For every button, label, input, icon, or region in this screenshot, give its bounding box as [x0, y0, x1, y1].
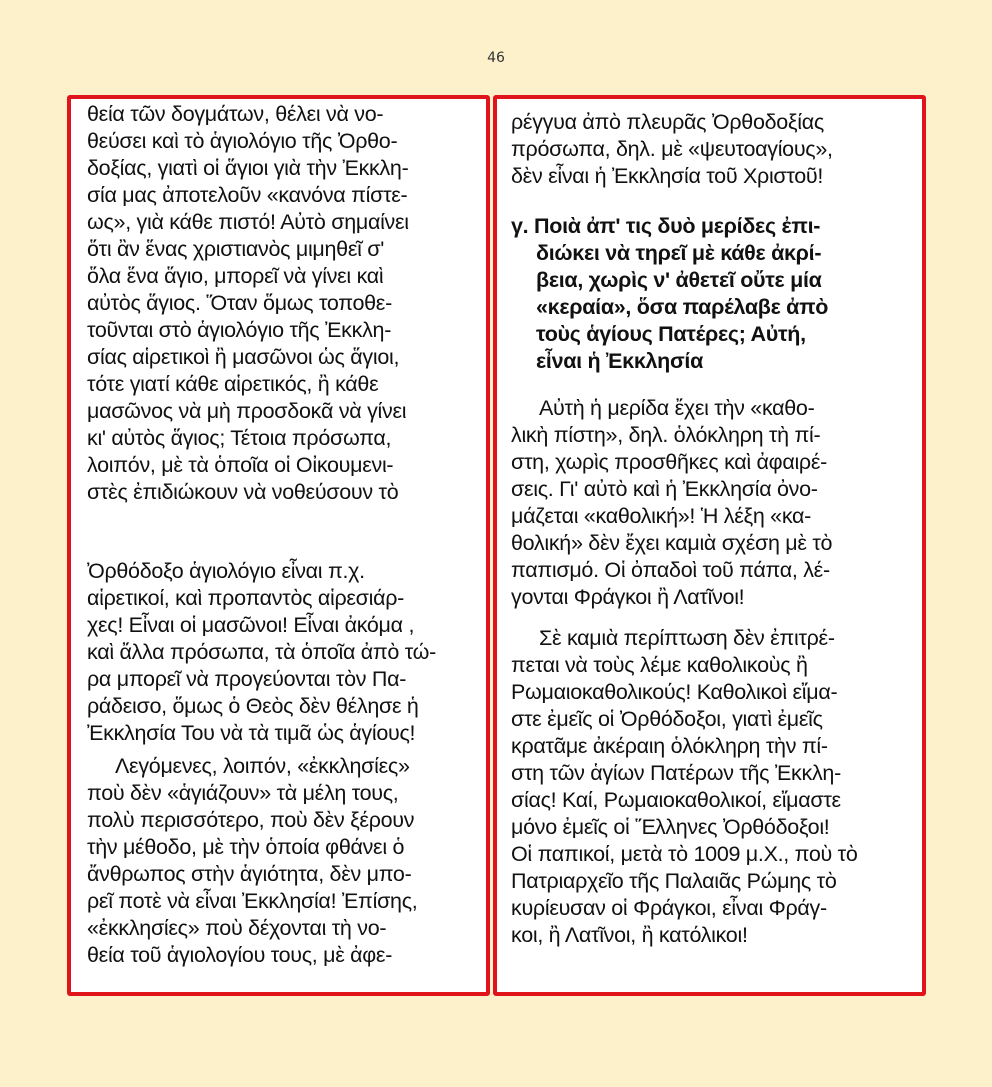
heading-line: βεια, χωρὶς ν' ἀθετεῖ οὔτε μία: [536, 268, 822, 292]
heading-line: γ. Ποιὰ ἀπ' τις δυὸ μερίδες ἐπι-: [511, 214, 821, 238]
text-line: στὲς ἐπιδιώκουν νὰ νοθεύσουν τὸ: [87, 480, 399, 504]
text-line: χες! Εἶναι οἱ μασῶνοι! Εἶναι ἀκόμα ,: [87, 613, 415, 637]
text-line: καὶ ἄλλα πρόσωπα, τὰ ὁποῖα ἀπὸ τώ-: [87, 640, 437, 664]
text-line: σίας! Καί, Ρωμαιοκαθολικοί, εἴμαστε: [511, 788, 841, 812]
text-line: σεις. Γι' αὐτὸ καὶ ἡ Ἐκκλησία ὀνο-: [511, 477, 818, 501]
heading-line: τοὺς ἁγίους Πατέρες; Αὐτή,: [536, 322, 806, 346]
text-line: δοξίας, γιατὶ οἱ ἅγιοι γιὰ τὴν Ἐκκλη-: [87, 156, 409, 180]
text-line: κι' αὐτὸς ἅγιος; Τέτοια πρόσωπα,: [87, 426, 392, 450]
text-line: μόνο ἐμεῖς οἱ Ἕλληνες Ὀρθόδοξοι!: [511, 815, 830, 839]
paragraph: [511, 395, 910, 611]
text-line: τοῦνται στὸ ἁγιολόγιο τῆς Ἐκκλη-: [87, 318, 392, 342]
text-line: ρεῖ ποτὲ νὰ εἶναι Ἐκκλησία! Ἐπίσης,: [87, 889, 418, 913]
heading-line: εἶναι ἡ Ἐκκλησία: [536, 349, 704, 373]
text-line: Ἐκκλησία Του νὰ τὰ τιμᾶ ὡς ἁγίους!: [87, 721, 416, 745]
heading-line: διώκει νὰ τηρεῖ μὲ κάθε ἀκρί-: [536, 241, 822, 265]
text-line: σία μας ἀποτελοῦν «κανόνα πίστε-: [87, 183, 408, 207]
text-line: τὴν μέθοδο, μὲ τὴν ὁποία φθάνει ὁ: [87, 835, 405, 859]
text-line: λοιπόν, μὲ τὰ ὁποῖα οἱ Οἰκουμενι-: [87, 453, 394, 477]
text-line: στη, χωρὶς προσθῆκες καὶ ἀφαιρέ-: [511, 450, 827, 474]
text-line: λικὴ πίστη», δηλ. ὁλόκληρη τὴ πί-: [511, 423, 821, 447]
text-line: πολὺ περισσότερο, ποὺ δὲν ξέρουν: [87, 808, 415, 832]
text-line: παπισμό. Οἱ ὀπαδοὶ τοῦ πάπα, λέ-: [511, 558, 830, 582]
text-line: δὲν εἶναι ἡ Ἐκκλησία τοῦ Χριστοῦ!: [511, 164, 824, 188]
text-line: κυρίευσαν οἱ Φράγκοι, εἶναι Φράγ-: [511, 896, 827, 920]
paragraph: [87, 101, 476, 506]
text-line: ὅτι ἂν ἕνας χριστιανὸς μιμηθεῖ σ': [87, 237, 385, 261]
paragraph: [87, 558, 476, 747]
text-line: ποὺ δὲν «ἁγιάζουν» τὰ μέλη τους,: [87, 781, 399, 805]
text-line: Σὲ καμιὰ περίπτωση δὲν ἐπιτρέ-: [539, 626, 835, 650]
text-line: αὐτὸς ἅγιος. Ὅταν ὅμως τοποθε-: [87, 291, 392, 315]
text-line: θεία τοῦ ἁγιολογίου τους, μὲ ἀφε-: [87, 943, 393, 967]
paragraph: [511, 109, 910, 190]
text-line: ἄνθρωπος στὴν ἁγιότητα, δὲν μπο-: [87, 862, 412, 886]
text-line: θολική» δὲν ἔχει καμιὰ σχέση μὲ τὸ: [511, 531, 833, 555]
text-line: πρόσωπα, δηλ. μὲ «ψευτοαγίους»,: [511, 137, 833, 161]
paragraph: [87, 753, 476, 969]
text-line: στη τῶν ἁγίων Πατέρων τῆς Ἐκκλη-: [511, 761, 841, 785]
text-line: μάζεται «καθολική»! Ἡ λέξη «κα-: [511, 504, 811, 528]
section-heading: [511, 213, 910, 375]
paragraph: [511, 625, 910, 949]
text-line: Αὐτὴ ἡ μερίδα ἔχει τὴν «καθο-: [539, 396, 815, 420]
text-line: Ρωμαιοκαθολικούς! Καθολικοὶ εἴμα-: [511, 680, 838, 704]
text-line: ὅλα ἕνα ἅγιο, μπορεῖ νὰ γίνει καὶ: [87, 264, 384, 288]
text-line: στε ἐμεῖς οἱ Ὀρθόδοξοι, γιατὶ ἐμεῖς: [511, 707, 823, 731]
left-text-column: [67, 95, 490, 996]
text-line: κρατᾶμε ἀκέραιη ὁλόκληρη τὴν πί-: [511, 734, 828, 758]
text-line: θεία τῶν δογμάτων, θέλει νὰ νο-: [87, 102, 384, 126]
text-line: Πατριαρχεῖο τῆς Παλαιᾶς Ρώμης τὸ: [511, 869, 837, 893]
text-line: θεύσει καὶ τὸ ἁγιολόγιο τῆς Ὀρθο-: [87, 129, 398, 153]
text-line: Οἱ παπικοί, μετὰ τὸ 1009 μ.Χ., ποὺ τὸ: [511, 842, 858, 866]
text-line: «ἐκκλησίες» ποὺ δέχονται τὴ νο-: [87, 916, 387, 940]
page-number: 46: [487, 50, 505, 66]
text-line: Λεγόμενες, λοιπόν, «ἐκκλησίες»: [115, 754, 410, 778]
text-line: ράδεισο, ὅμως ὁ Θεὸς δὲν θέλησε ἡ: [87, 694, 419, 718]
text-line: Ὀρθόδοξο ἁγιολόγιο εἶναι π.χ.: [87, 559, 365, 583]
text-line: τότε γιατί κάθε αἱρετικός, ἢ κάθε: [87, 372, 379, 396]
heading-line: «κεραία», ὅσα παρέλαβε ἀπὸ: [536, 295, 829, 319]
text-line: μασῶνος νὰ μὴ προσδοκᾶ νὰ γίνει: [87, 399, 407, 423]
right-text-column: [493, 95, 926, 996]
text-line: ρα μπορεῖ νὰ προγεύονται τὸν Πα-: [87, 667, 407, 691]
text-line: κοι, ἢ Λατῖνοι, ἢ κατόλικοι!: [511, 923, 748, 947]
text-line: σίας αἱρετικοὶ ἢ μασῶνοι ὡς ἅγιοι,: [87, 345, 400, 369]
text-line: γονται Φράγκοι ἢ Λατῖνοι!: [511, 585, 745, 609]
text-line: ρέγγυα ἀπὸ πλευρᾶς Ὀρθοδοξίας: [511, 110, 824, 134]
text-line: αἱρετικοί, καὶ προπαντὸς αἱρεσιάρ-: [87, 586, 405, 610]
text-line: ως», γιὰ κάθε πιστό! Αὐτὸ σημαίνει: [87, 210, 409, 234]
text-line: πεται νὰ τοὺς λέμε καθολικοὺς ἢ: [511, 653, 808, 677]
